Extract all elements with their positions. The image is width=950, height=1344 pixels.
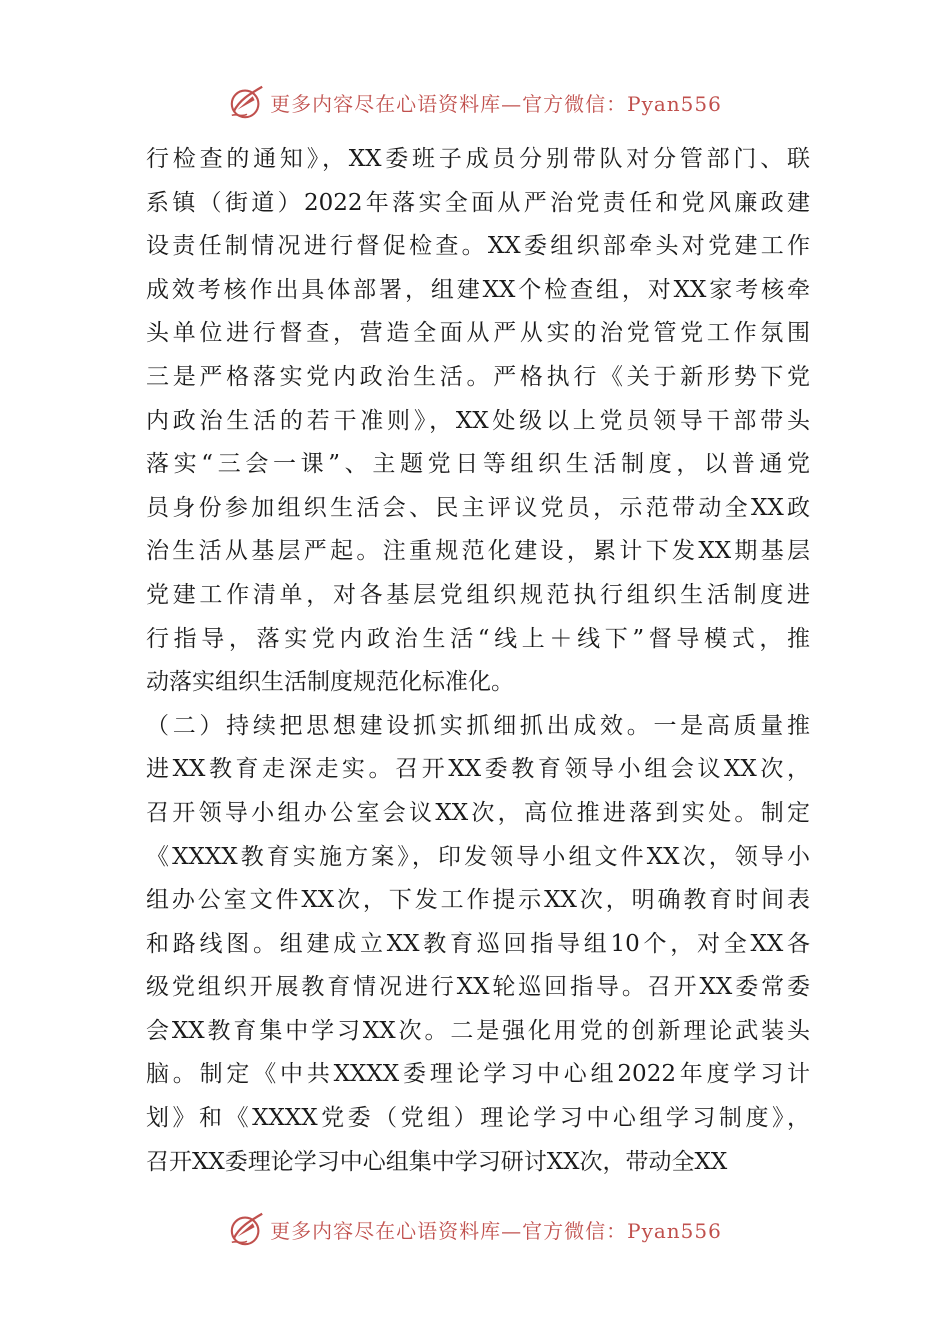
body-text-line: 落实“三会一课”、主题党日等组织生活制度，以普通党 [146, 451, 810, 478]
body-text-line: 会XX教育集中学习XX次。二是强化用党的创新理论武装头 [146, 1017, 810, 1044]
body-text-line: （二）持续把思想建设抓实抓细抓出成效。一是高质量推 [146, 712, 810, 739]
footer-watermark [0, 1209, 950, 1249]
body-text-line: 级党组织开展教育情况进行XX轮巡回指导。召开XX委常委 [146, 974, 810, 1001]
footer-watermark-text: 更多内容尽在心语资料库—官方微信：Pyan556 [270, 1218, 722, 1243]
body-text-line: 组办公室文件XX次，下发工作提示XX次，明确教育时间表 [146, 887, 810, 914]
body-text-line: 系镇（街道）2022年落实全面从严治党责任和党风廉政建 [146, 189, 810, 216]
body-text-line: 脑。制定《中共XXXX委理论学习中心组2022年度学习计 [146, 1061, 810, 1088]
body-text-line: 《XXXX教育实施方案》，印发领导小组文件XX次，领导小 [146, 843, 810, 870]
body-text-line: 三是严格落实党内政治生活。严格执行《关于新形势下党 [146, 363, 810, 390]
body-text-line: 治生活从基层严起。注重规范化建设，累计下发XX期基层 [146, 538, 810, 565]
body-text-line: 员身份参加组织生活会、民主评议党员，示范带动全XX政 [146, 494, 810, 521]
body-text-line: 设责任制情况进行督促检查。XX委组织部牵头对党建工作 [146, 233, 810, 260]
document-body [146, 138, 810, 1184]
body-text-line: 党建工作清单，对各基层党组织规范执行组织生活制度进 [146, 581, 810, 608]
body-text-line: 和路线图。组建成立XX教育巡回指导组10个，对全XX各 [146, 930, 810, 957]
body-text-line: 行检查的通知》，XX委班子成员分别带队对分管部门、联 [146, 146, 810, 172]
body-text-line: 召开XX委理论学习中心组集中学习研讨XX次，带动全XX [146, 1148, 728, 1175]
pen-flourish-logo-icon [228, 1210, 266, 1248]
header-watermark-text: 更多内容尽在心语资料库—官方微信：Pyan556 [270, 91, 722, 116]
body-text-line: 动落实组织生活制度规范化标准化。 [146, 669, 514, 696]
body-text-line: 划》和《XXXX党委（党组）理论学习中心组学习制度》， [146, 1105, 810, 1132]
body-text-line: 成效考核作出具体部署，组建XX个检查组，对XX家考核牵 [146, 276, 810, 303]
body-text-line: 内政治生活的若干准则》，XX处级以上党员领导干部带头 [146, 407, 810, 434]
pen-flourish-logo-icon [228, 83, 266, 121]
body-text-line: 行指导，落实党内政治生活“线上＋线下”督导模式，推 [146, 625, 810, 652]
body-text-line: 头单位进行督查，营造全面从严从实的治党管党工作氛围 [146, 320, 810, 347]
header-watermark [0, 82, 950, 122]
body-text-line: 召开领导小组办公室会议XX次，高位推进落到实处。制定 [146, 799, 810, 826]
body-text-line: 进XX教育走深走实。召开XX委教育领导小组会议XX次， [146, 756, 810, 783]
